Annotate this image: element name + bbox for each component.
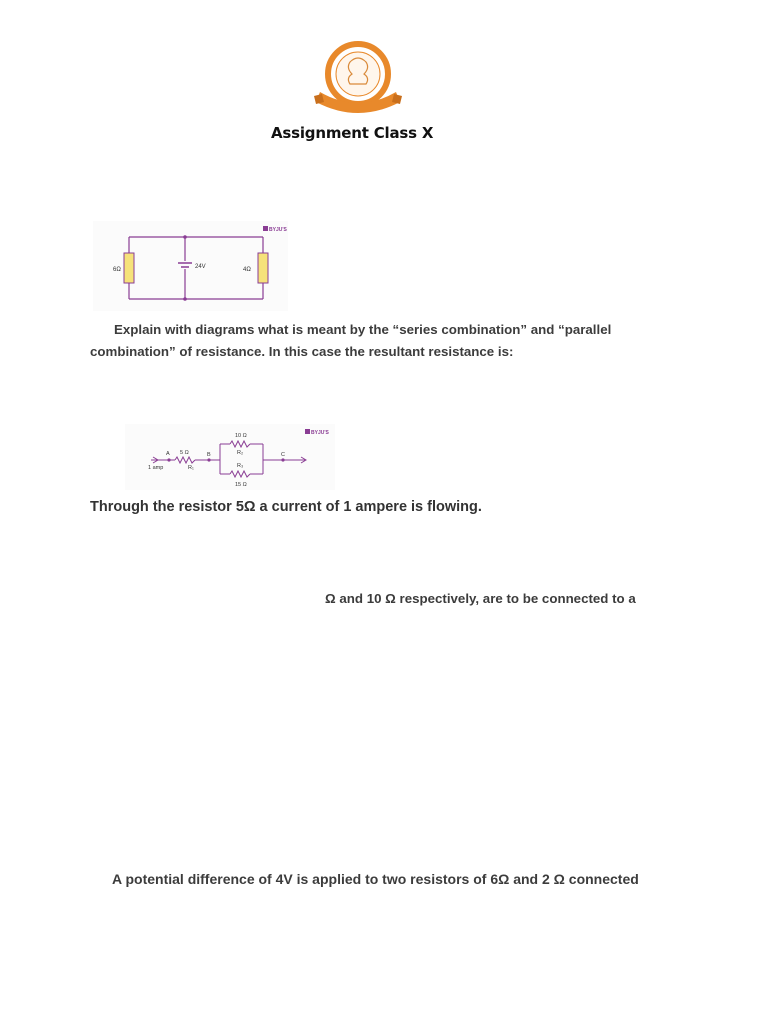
question-2: Through the resistor 5Ω a current of 1 ampere is flowing. <box>90 499 482 515</box>
label-r3: R₃ <box>237 463 244 469</box>
question-1 <box>90 319 650 363</box>
label-c: C <box>281 452 285 458</box>
watermark: BYJU'S <box>311 430 329 436</box>
crest-icon <box>310 40 406 120</box>
watermark: BYJU'S <box>269 227 287 233</box>
label-r1: R₁ <box>188 465 194 471</box>
label-5-ohm: 5 Ω <box>180 450 189 456</box>
resistor-4-ohm <box>258 253 268 283</box>
label-b: B <box>207 452 211 458</box>
resistor-6-ohm <box>124 253 134 283</box>
label-15-ohm: 15 Ω <box>235 482 247 488</box>
label-battery: 24V <box>195 264 206 270</box>
label-a: A <box>166 451 170 457</box>
question-4: A potential difference of 4V is applied to two resistors of 6Ω and 2 Ω connected <box>112 871 639 887</box>
label-4-ohm: 4Ω <box>243 267 251 273</box>
circuit-diagram-parallel <box>93 221 288 311</box>
label-10-ohm: 10 Ω <box>235 433 247 439</box>
school-logo <box>310 40 406 120</box>
page-title: Assignment Class X <box>271 124 434 142</box>
question-1-line-2: combination” of resistance. In this case the resultant resistance is: <box>90 344 514 359</box>
label-6-ohm: 6Ω <box>113 267 121 273</box>
circuit-diagram-combination <box>125 424 335 490</box>
label-r2: R₂ <box>237 450 244 456</box>
question-3: Ω and 10 Ω respectively, are to be connected to a <box>325 591 636 606</box>
label-current: 1 amp <box>148 465 164 471</box>
question-1-line-1: Explain with diagrams what is meant by the “series combination” and “parallel <box>114 322 612 337</box>
